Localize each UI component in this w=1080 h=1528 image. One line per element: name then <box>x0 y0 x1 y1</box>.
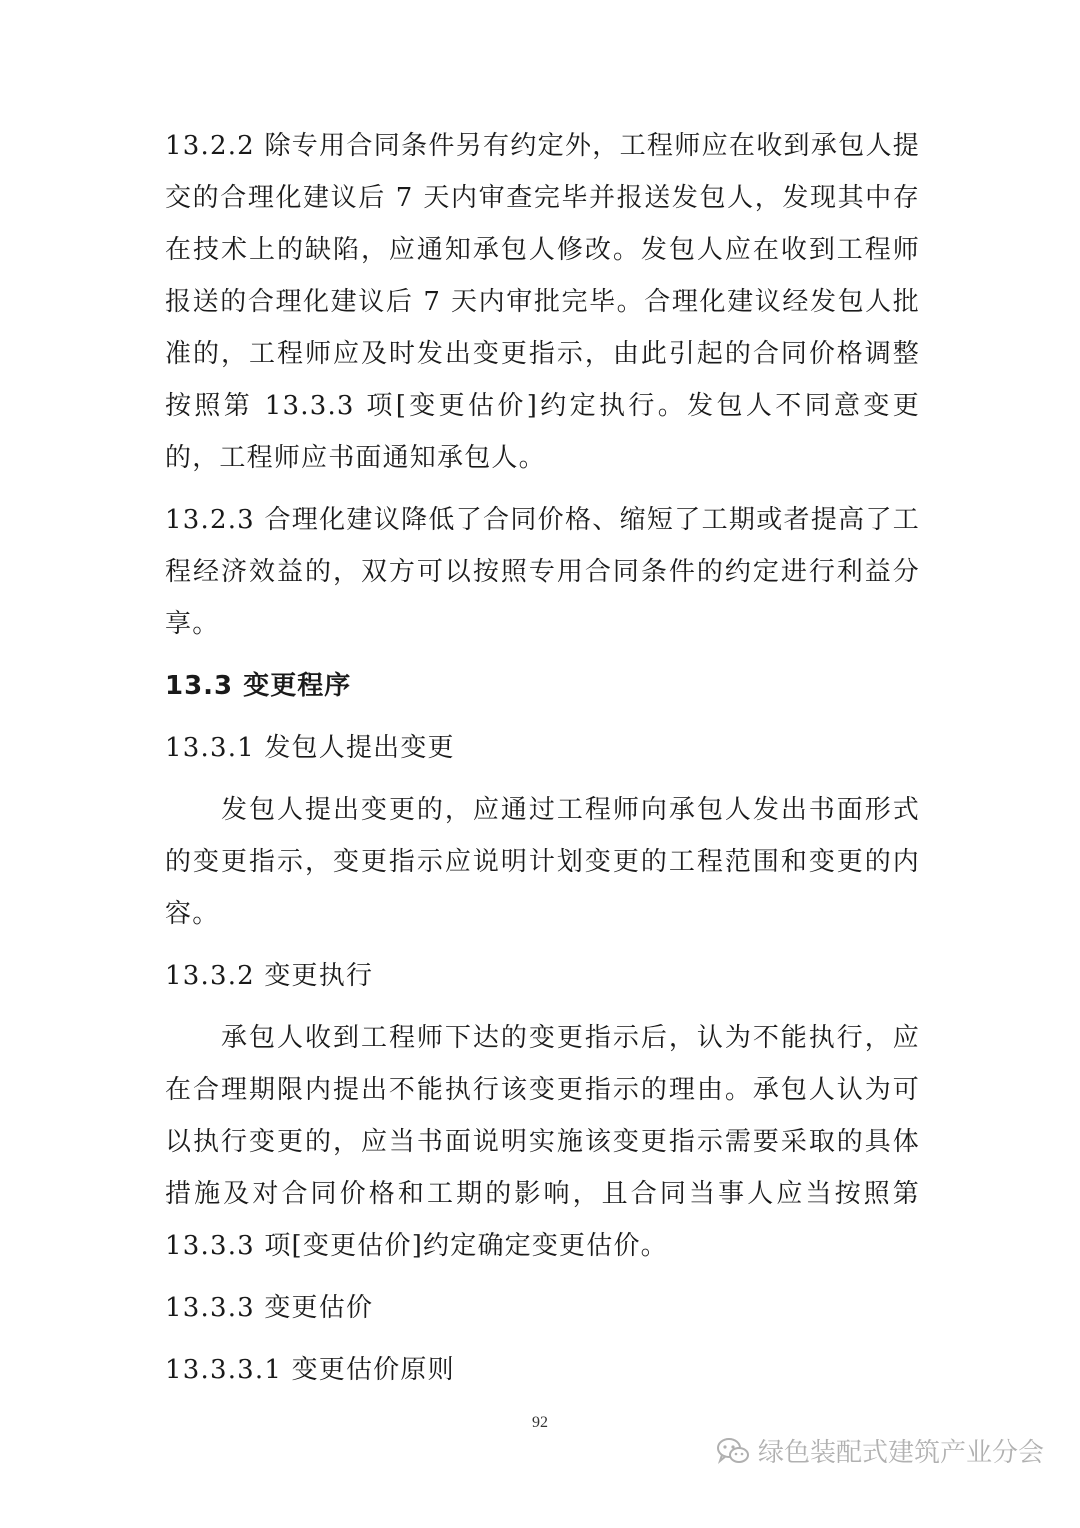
paragraph-13-2-2: 13.2.2 除专用合同条件另有约定外，工程师应在收到承包人提交的合理化建议后 7 天内审查完毕并报送发包人，发现其中存在技术上的缺陷，应通知承包人修改。发包人应在收到工程师报送的合理化建议后 7 天内审批完毕。合理化建议经发包人批准的，工程师应及时发出变更指示，由此引起的合同价格调整按照第 13.3.3 项[变更估价]约定执行。发包人不同意变更的，工程师应书面通知承包人。 <box>165 131 920 473</box>
paragraph-13-3-2: 承包人收到工程师下达的变更指示后，认为不能执行，应在合理期限内提出不能执行该变更指示的理由。承包人认为可以执行变更的，应当书面说明实施该变更指示需要采取的具体措施及对合同价格和工期的影响，且合同当事人应当按照第 13.3.3 项[变更估价]约定确定变更估价。 <box>165 1023 920 1261</box>
subheading-13-3-3: 13.3.3 变更估价 <box>165 1293 374 1323</box>
subheading-13-3-3-1: 13.3.3.1 变更估价原则 <box>165 1355 455 1385</box>
paragraph-13-3-1: 发包人提出变更的，应通过工程师向承包人发出书面形式的变更指示，变更指示应说明计划变更的工程范围和变更的内容。 <box>165 795 920 929</box>
watermark <box>716 1432 1044 1469</box>
section-heading-13-3: 13.3 变更程序 <box>165 671 352 701</box>
document-body <box>165 120 920 1396</box>
subheading-13-3-1: 13.3.1 发包人提出变更 <box>165 733 455 763</box>
subheading-13-3-2: 13.3.2 变更执行 <box>165 961 374 991</box>
watermark-text: 绿色装配式建筑产业分会 <box>757 1438 1044 1468</box>
page-number: 92 <box>532 1414 548 1431</box>
paragraph-13-2-3: 13.2.3 合理化建议降低了合同价格、缩短了工期或者提高了工程经济效益的，双方可以按照专用合同条件的约定进行利益分享。 <box>165 505 920 639</box>
wechat-icon <box>716 1436 750 1466</box>
